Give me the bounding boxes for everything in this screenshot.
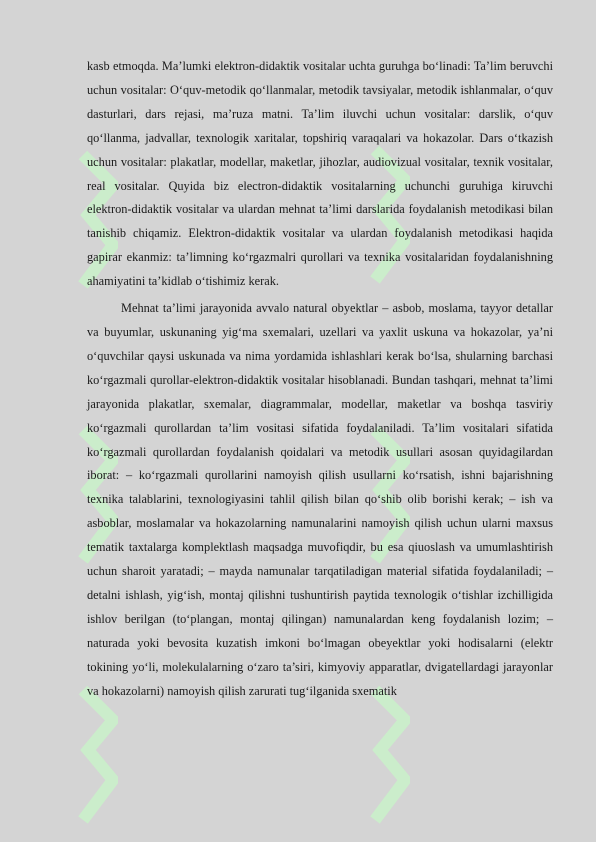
paragraph: Mehnat ta’limi jarayonida avvalo natural obyektlar – asbob, moslama, tayyor detallar va buyumlar, uskunaning yig‘ma sxemalari, uzellari va yaxlit uskuna va hokazolar, ya’ni o‘quvchilar qaysi uskunada va nima yordamida ishlashlari kerak bo‘lsa, shularning barchasi ko‘rgazmali qurollar-elektron-didaktik vositalar hisoblanadi. Bundan tashqari, mehnat ta’limi jarayonida plakatlar, sxemalar, diagrammalar, modellar, maketlar va boshqa tasviriy ko‘rgazmali qurollardan ta’lim vositasi sifatida foydalaniladi. Ta’lim vositalari sifatida ko‘rgazmali qurollardan foydalanish qoidalari va metodik usullari asosan quyidagilardan iborat: – ko‘rgazmali qurollarini namoyish qilish usullarni ko‘rsatish, ishni bajarishning texnika talablarini, texnologiyasini tahlil qilish bilan qo‘shib olib borishi kerak; – ish va asboblar, moslamalar va hokazolarning namunalarini namoyish qilish uchun ularni maxsus tematik taxtalarga komplektlash maqsadga muvofiqdir, bu esa qiuoslash va umumlashtirish uchun sharoit yaratadi; – mayda namunalar tarqatiladigan material sifatida foydalaniladi; – detalni ishlash, yig‘ish, montaj qilishni tushuntirish paytida texnologik o‘tishlar izchilligida ishlov berilgan (to‘plangan, montaj qilingan) namunalardan keng foydalanish lozim; – naturada yoki bevosita kuzatish imkoni bo‘lmagan obeyektlar yoki hodisalarni (elektr tokining yo‘li, molekulalarning o‘zaro ta’siri, kimyoviy apparatlar, dvigatellardagi jarayonlar va hokazolarni) namoyish qilish zarurati tug‘ilganida sxematik bbox=[87, 301, 553, 698]
paragraph: kasb etmoqda. Ma’lumki elektron-didaktik vositalar uchta guruhga bo‘linadi: Ta’lim beruvchi uchun vositalar: O‘quv-metodik qo‘llanmalar, metodik tavsiyalar, metodik ishlanmalar, o‘quv dasturlari, dars rejasi, ma’ruza matni. Ta’lim iluvchi uchun vositalar: darslik, o‘quv qo‘llanma, jadvallar, texnologik xaritalar, topshiriq varaqalari va hokazolar. Dars o‘tkazish uchun vositalar: plakatlar, modellar, maketlar, jihozlar, audiovizual vositalar, texnik vositalar, real vositalar. Quyida biz electron-didaktik vositalarning uchunchi guruhiga kiruvchi elektron-didaktik vositalar va ulardan mehnat ta’limi darslarida foydalanish metodikasi bilan tanishib chiqamiz. Elektron-didaktik vositalar va ulardan foydalanish metodikasi haqida gapirar ekanmiz: ta’limning ko‘rgazmalri qurollari va texnika vositalaridan foydalanishning ahamiyatini ta’kidlab o‘tishimiz kerak. bbox=[87, 59, 553, 289]
body-text bbox=[87, 55, 553, 703]
